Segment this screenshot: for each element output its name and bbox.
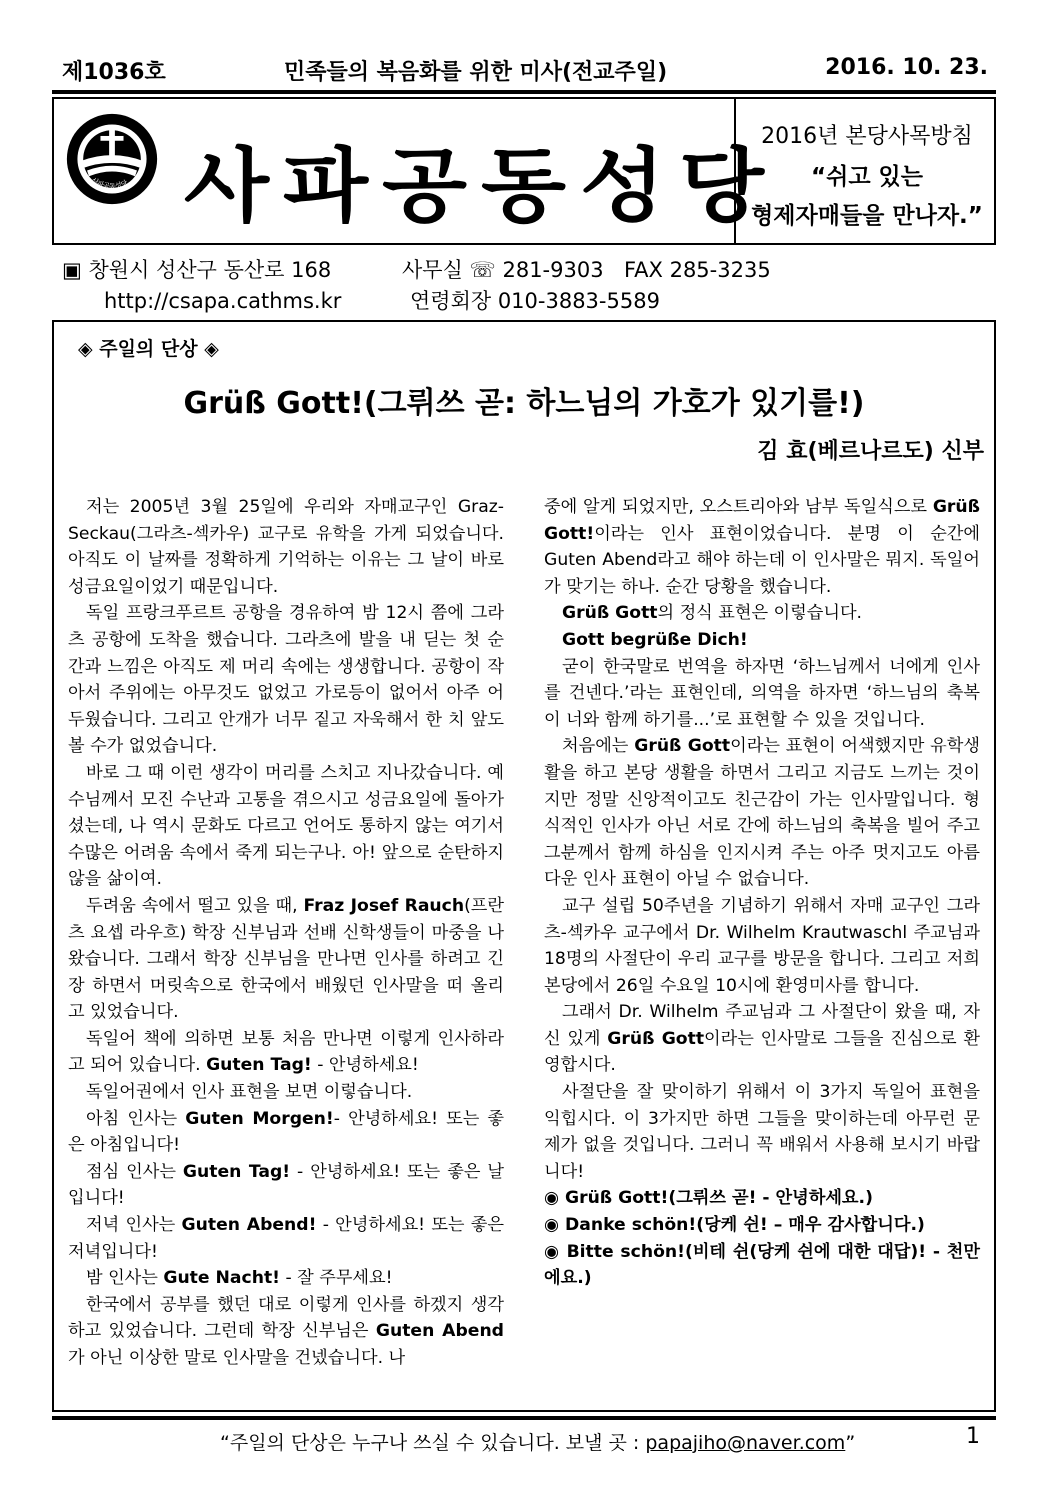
parish-logo-icon xyxy=(64,111,160,207)
article-column-right xyxy=(544,494,980,1292)
paragraph: 두려움 속에서 떨고 있을 때, Fraz Josef Rauch(프란츠 요셉 라우흐) 학장 신부님과 선배 신학생들이 마중을 나왔습니다. 그래서 학장 신부님을 만나면 인사를 하려고 긴장 하면서 머릿속으로 한국에서 배웠던 인사말을 떠 올리고 있었습니다. xyxy=(68,895,504,1023)
motto-label: 2016년 본당사목방침 xyxy=(761,124,973,149)
mass-title: 민족들의 복음화를 위한 미사(전교주일) xyxy=(284,60,668,85)
parish-name: 사파공동성당 xyxy=(184,138,779,234)
paragraph: 바로 그 때 이런 생각이 머리를 스치고 지나갔습니다. 예수님께서 모진 수난과 고통을 겪으시고 성금요일에 돌아가셨는데, 나 역시 문화도 다르고 언어도 통하지 않는 여기서 수많은 어려움 속에서 죽게 되는구나. 아! 앞으로 순탄하지 않을 삶이여. xyxy=(68,762,504,890)
office-phone: 사무실 ☏ 281-9303 xyxy=(402,258,604,282)
motto-line-2: 형제자매들을 만나자.” xyxy=(751,203,983,229)
paragraph: 독일 프랑크푸르트 공항을 경유하여 밤 12시 쯤에 그라츠 공항에 도착을 했습니다. 그라츠에 발을 내 딛는 첫 순간과 느낌은 아직도 제 머리 속에는 생생합니다. 공항이 작아서 주위에는 아무것도 없었고 가로등이 없어서 아주 어두웠습니다. 그리고 안개가 너무 짙고 자욱해서 한 치 앞도 볼 수가 없었습니다. xyxy=(68,603,504,757)
paragraph: 사절단을 잘 맞이하기 위해서 이 3가지 독일어 표현을 익힙시다. 이 3가지만 하면 그들을 맞이하는데 아무런 문제가 없을 것입니다. 그러니 꼭 배워서 사용해 보시기 바랍니다! xyxy=(544,1082,980,1182)
fax-number: FAX 285-3235 xyxy=(624,258,771,282)
article-box xyxy=(52,320,996,1412)
greeting-item: ◉ Bitte schön!(비테 쉰(당케 쉰에 대한 대답)! - 천만에요.) xyxy=(544,1241,980,1289)
paragraph: 점심 인사는 Guten Tag! - 안녕하세요! 또는 좋은 날입니다! xyxy=(68,1161,504,1209)
pastoral-motto xyxy=(734,99,998,243)
paragraph: 저는 2005년 3월 25일에 우리와 자매교구인 Graz-Seckau(그라츠-섹카우) 교구로 유학을 가게 되었습니다. 아직도 이 날짜를 정확하게 기억하는 이유는 그 날이 바로 성금요일이었기 때문입니다. xyxy=(68,497,504,597)
issue-date: 2016. 10. 23. xyxy=(825,55,988,80)
article-author: 김 효(베르나르도) 신부 xyxy=(757,439,984,464)
paragraph: 중에 알게 되었지만, 오스트리아와 남부 독일식으로 Grüß Gott!이라는 인사 표현이었습니다. 분명 이 순간에 Guten Abend라고 해야 하는데 이 인사말은 뭐지. 독일어가 맞기는 하나. 순간 당황을 했습니다. xyxy=(544,497,980,597)
paragraph: 교구 설립 50주년을 기념하기 위해서 자매 교구인 그라츠-섹카우 교구에서 Dr. Wilhelm Krautwaschl 주교님과 18명의 사절단이 우리 교구를 방문을 합니다. 그리고 저희 본당에서 26일 수요일 10시에 환영미사를 합니다. xyxy=(544,895,980,996)
paragraph: 아침 인사는 Guten Morgen!- 안녕하세요! 또는 좋은 아침입니다! xyxy=(68,1108,505,1156)
email-link[interactable]: papajiho@naver.com xyxy=(645,1432,846,1454)
article-column-left xyxy=(68,494,504,1372)
paragraph: 그래서 Dr. Wilhelm 주교님과 그 사절단이 왔을 때, 자신 있게 Grüß Gott이라는 인사말로 그들을 진심으로 환영합시다. xyxy=(544,1002,980,1076)
page-number: 1 xyxy=(966,1424,980,1449)
website-link[interactable]: http://csapa.cathms.kr xyxy=(104,289,342,313)
footer-rule xyxy=(52,1416,996,1420)
masthead-box xyxy=(52,97,996,245)
paragraph: Gott begrüße Dich! xyxy=(562,629,748,650)
paragraph: 굳이 한국말로 번역을 하자면 ‘하느님께서 너에게 인사를 건넨다.’라는 표현인데, 의역을 하자면 ‘하느님의 축복이 너와 함께 하기를...’로 표현할 수 있을 것입니다. xyxy=(544,656,980,730)
issue-number: 제1036호 xyxy=(62,60,166,85)
paragraph: 한국에서 공부를 했던 대로 이렇게 인사를 하겠지 생각하고 있었습니다. 그런데 학장 신부님은 Guten Abend가 아닌 이상한 말로 인사말을 건넸습니다. 나 xyxy=(68,1294,504,1368)
address: ▣ 창원시 성산구 동산로 168 xyxy=(62,258,332,282)
paragraph: 밤 인사는 Gute Nacht! - 잘 주무세요! xyxy=(86,1268,393,1289)
greeting-item: ◉ Grüß Gott!(그뤼쓰 곧! - 안녕하세요.) xyxy=(544,1188,873,1209)
paragraph: Grüß Gott의 정식 표현은 이렇습니다. xyxy=(562,603,863,624)
motto-line-1: “쉬고 있는 xyxy=(811,164,923,190)
logo-text: 사파공동성당 xyxy=(90,176,129,191)
masthead-topline xyxy=(52,55,996,91)
section-label: ◈ 주일의 단상 ◈ xyxy=(78,338,219,360)
footer-note: “주일의 단상은 누구나 쓰실 수 있습니다. 보낼 곳 : papajiho@naver.com” xyxy=(220,1432,856,1454)
article-title: Grüß Gott!(그뤼쓰 곧: 하느님의 가호가 있기를!) xyxy=(183,386,865,421)
paragraph: 독일어 책에 의하면 보통 처음 만나면 이렇게 인사하라고 되어 있습니다. Guten Tag! - 안녕하세요! xyxy=(68,1028,504,1076)
paragraph: 독일어권에서 인사 표현을 보면 이렇습니다. xyxy=(86,1082,413,1103)
paragraph: 처음에는 Grüß Gott이라는 표현이 어색했지만 유학생활을 하고 본당 생활을 하면서 그리고 지금도 느끼는 것이지만 정말 신앙적이고도 친근감이 가는 인사말입니다. 형식적인 인사가 아닌 서로 간에 하느님의 축복을 빌어 주고 그분께서 함께 하심을 인지시켜 주는 아주 멋지고도 아름다운 인사 표현이 아닐 수 없습니다. xyxy=(544,736,980,890)
top-rule xyxy=(52,90,996,94)
greeting-item: ◉ Danke schön!(당케 쉰! – 매우 감사합니다.) xyxy=(544,1215,925,1236)
council-phone: 연령회장 010-3883-5589 xyxy=(410,289,660,313)
paragraph: 저녁 인사는 Guten Abend! - 안녕하세요! 또는 좋은 저녁입니다! xyxy=(68,1215,505,1262)
